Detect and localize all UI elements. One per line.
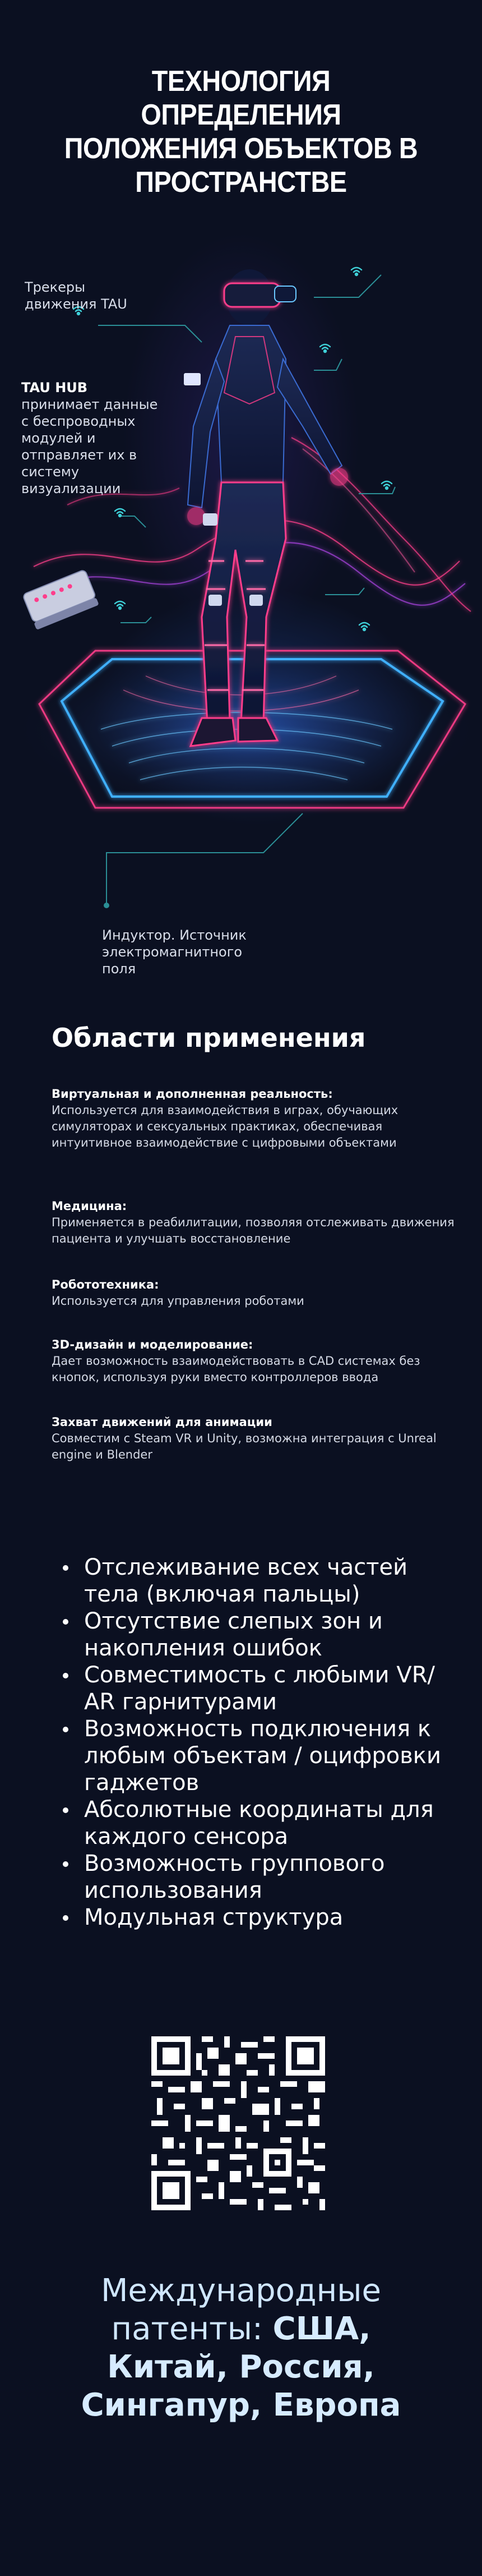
application-heading: Виртуальная и дополненная реальность: (52, 1087, 333, 1101)
feature-item (84, 1554, 448, 1608)
feature-text: Отсутствие слепых зон и накопления ошибок (84, 1608, 383, 1661)
qr-code[interactable] (151, 2036, 325, 2210)
wifi-icon (351, 268, 362, 275)
feature-item (84, 1662, 448, 1715)
feature-text: Модульная структура (84, 1905, 344, 1930)
inductor-label: Индуктор. Источник электромагнитного поля (102, 927, 247, 977)
feature-item (84, 1608, 448, 1662)
wifi-icon (359, 623, 369, 631)
bullet-icon (63, 1673, 68, 1678)
tau-hub-title: TAU HUB (21, 380, 88, 395)
feature-text: Совместимость с любыми VR/ AR гарнитурами (84, 1662, 435, 1715)
application-item (52, 1198, 455, 1247)
feature-item (84, 1850, 448, 1904)
bullet-icon (63, 1807, 68, 1813)
tau-hub-callout (21, 379, 159, 497)
tracker-badge (184, 373, 201, 385)
features-list (84, 1554, 448, 1931)
patents-text (50, 2272, 432, 2425)
application-text: Применяется в реабилитации, позволяя отслеживать движения пациента и улучшать восстановление (52, 1216, 455, 1245)
bullet-icon (63, 1565, 68, 1571)
application-heading: Захват движений для анимации (52, 1415, 272, 1429)
application-text: Используется для управления роботами (52, 1294, 304, 1308)
feature-item (84, 1904, 448, 1931)
tau-hub-device (22, 569, 99, 630)
application-item (52, 1085, 455, 1151)
patents-countries: США, Китай, Россия, Сингапур, Европа (81, 2311, 401, 2423)
tau-hub-text: принимает данные с беспроводных модулей и отправляет их в систему визуализации (21, 397, 158, 496)
bullet-icon (63, 1861, 68, 1867)
application-text: Используется для взаимодействия в играх, обучающих симуляторах и сексуальных практиках, обеспечивая интуитивное взаимодействие с цифровыми объектами (52, 1103, 398, 1149)
feature-text: Возможность группового использования (84, 1851, 385, 1903)
feature-text: Абсолютные координаты для каждого сенсора (84, 1797, 434, 1850)
patents-prefix: Международные патенты: (101, 2273, 381, 2347)
application-item (52, 1414, 455, 1463)
application-heading: Робототехника: (52, 1278, 159, 1291)
wifi-icon (115, 509, 125, 517)
wifi-icon (382, 481, 392, 489)
application-text: Совместим с Steam VR и Unity, возможна интеграция с Unreal engine и Blender (52, 1432, 437, 1461)
application-heading: 3D-дизайн и моделирование: (52, 1338, 253, 1351)
bullet-icon (63, 1727, 68, 1732)
application-text: Дает возможность взаимодействовать в CAD системах без кнопок, используя руки вместо контроллеров ввода (52, 1354, 420, 1384)
feature-item (84, 1796, 448, 1850)
applications-title: Области применения (52, 1023, 366, 1053)
hero-title: ТЕХНОЛОГИЯ ОПРЕДЕЛЕНИЯ ПОЛОЖЕНИЯ ОБЪЕКТОВ В ПРОСТРАНСТВЕ (64, 65, 418, 199)
feature-text: Возможность подключения к любым объектам / оцифровки гаджетов (84, 1716, 441, 1796)
bullet-icon (63, 1619, 68, 1625)
wifi-icon (115, 601, 125, 609)
application-item (52, 1336, 455, 1386)
wifi-icon (320, 344, 330, 352)
trackers-label: Трекеры движения TAU (25, 279, 127, 312)
feature-text: Отслеживание всех частей тела (включая пальцы) (84, 1554, 408, 1607)
hero-section (0, 0, 482, 1021)
feature-item (84, 1715, 448, 1796)
application-item (52, 1276, 455, 1309)
bullet-icon (63, 1915, 68, 1921)
application-heading: Медицина: (52, 1199, 127, 1213)
